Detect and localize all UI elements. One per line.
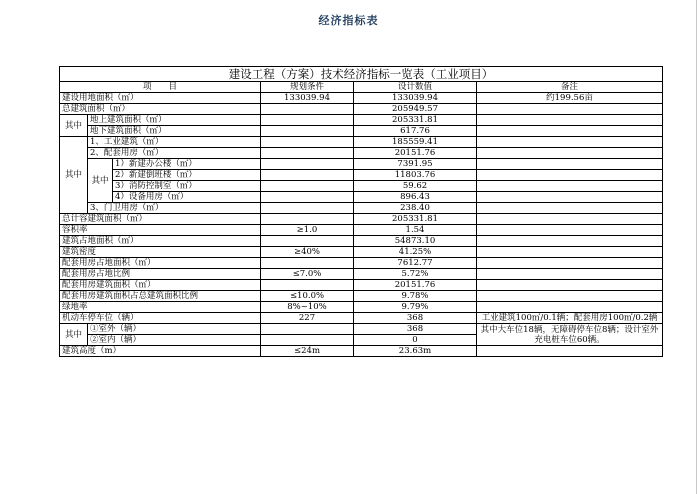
table-row (60, 192, 663, 203)
row-label: 建筑高度（m） (60, 346, 261, 357)
row-design: 9.79% (354, 302, 477, 313)
row-note: 工业建筑100㎡/0.1辆；配套用房100㎡/0.2辆 (477, 313, 663, 324)
row-note (477, 126, 663, 137)
row-plan (261, 280, 354, 291)
row-note (477, 258, 663, 269)
row-label: 配套用房建筑面积占总建筑面积比例 (60, 291, 261, 302)
header-item: 项 目 (60, 82, 261, 93)
table-row (60, 346, 663, 357)
row-plan (261, 181, 354, 192)
table-row (60, 302, 663, 313)
row-label: 4）设备用房（㎡） (113, 192, 261, 203)
row-design: 1.54 (354, 225, 477, 236)
table-row (60, 324, 663, 335)
table-row (60, 93, 663, 104)
row-label: 配套用房占地比例 (60, 269, 261, 280)
row-plan (261, 203, 354, 214)
row-label: 建筑密度 (60, 247, 261, 258)
header-plan: 规划条件 (261, 82, 354, 93)
parking-note: 其中大车位18辆，无障碍停车位8辆；设计室外充电桩车位60辆。 (477, 324, 663, 346)
table-row (60, 225, 663, 236)
table-row (60, 280, 663, 291)
row-plan: ≥1.0 (261, 225, 354, 236)
row-label: ②室内（辆） (88, 335, 261, 346)
row-design: 54873.10 (354, 236, 477, 247)
table-row (60, 291, 663, 302)
row-note (477, 225, 663, 236)
row-plan (261, 214, 354, 225)
table-row (60, 181, 663, 192)
table-row (60, 159, 663, 170)
row-design: 0 (354, 335, 477, 346)
row-label: 配套用房建筑面积（㎡） (60, 280, 261, 291)
row-design: 20151.76 (354, 148, 477, 159)
row-design: 20151.76 (354, 280, 477, 291)
table-row (60, 203, 663, 214)
table-row (60, 214, 663, 225)
row-design: 11803.76 (354, 170, 477, 181)
header-note: 备注 (477, 82, 663, 93)
row-label: 3）消防控制室（㎡） (113, 181, 261, 192)
row-note (477, 181, 663, 192)
table-row (60, 104, 663, 115)
row-label: 建设用地面积（㎡） (60, 93, 261, 104)
row-label: 容积率 (60, 225, 261, 236)
row-note: 约199.56亩 (477, 93, 663, 104)
table-row (60, 137, 663, 148)
row-plan (261, 126, 354, 137)
group-label: 其中 (60, 115, 88, 137)
row-design: 9.78% (354, 291, 477, 302)
row-plan: ≤10.0% (261, 291, 354, 302)
row-label: 2、配套用房（㎡） (88, 148, 261, 159)
row-plan (261, 236, 354, 247)
row-note (477, 247, 663, 258)
row-label: 总计容建筑面积（㎡） (60, 214, 261, 225)
group-label: 其中 (60, 137, 88, 214)
table-row (60, 115, 663, 126)
row-plan (261, 335, 354, 346)
table-row (60, 236, 663, 247)
row-label: 配套用房占地面积（㎡） (60, 258, 261, 269)
row-label: ①室外（辆） (88, 324, 261, 335)
table-row (60, 258, 663, 269)
row-plan (261, 104, 354, 115)
row-note (477, 159, 663, 170)
row-note (477, 104, 663, 115)
row-design: 368 (354, 313, 477, 324)
row-plan: ≥40% (261, 247, 354, 258)
row-label: 总建筑面积（㎡） (60, 104, 261, 115)
row-plan (261, 324, 354, 335)
row-label: 建筑占地面积（㎡） (60, 236, 261, 247)
row-design: 41.25% (354, 247, 477, 258)
row-note (477, 203, 663, 214)
header-design: 设计数值 (354, 82, 477, 93)
row-label: 1）新建办公楼（㎡） (113, 159, 261, 170)
row-label: 绿地率 (60, 302, 261, 313)
row-design: 5.72% (354, 269, 477, 280)
row-design: 7391.95 (354, 159, 477, 170)
row-plan (261, 258, 354, 269)
table-row (60, 313, 663, 324)
row-note (477, 170, 663, 181)
row-design: 205331.81 (354, 115, 477, 126)
row-note (477, 236, 663, 247)
row-plan (261, 159, 354, 170)
row-design: 185559.41 (354, 137, 477, 148)
economic-indicator-table (59, 66, 663, 357)
row-plan (261, 137, 354, 148)
table-row (60, 269, 663, 280)
subgroup-label: 其中 (88, 159, 113, 203)
row-design: 368 (354, 324, 477, 335)
group-label: 其中 (60, 324, 88, 346)
row-note (477, 148, 663, 159)
row-plan (261, 115, 354, 126)
row-design: 59.62 (354, 181, 477, 192)
row-design: 617.76 (354, 126, 477, 137)
row-label: 3、门卫用房（㎡） (88, 203, 261, 214)
row-design: 133039.94 (354, 93, 477, 104)
table-title-row (60, 67, 663, 82)
row-label: 地上建筑面积（㎡） (88, 115, 261, 126)
row-note (477, 280, 663, 291)
row-plan (261, 170, 354, 181)
row-label: 1、工业建筑（㎡） (88, 137, 261, 148)
row-note (477, 192, 663, 203)
row-label: 机动车停车位（辆） (60, 313, 261, 324)
row-plan: ≤7.0% (261, 269, 354, 280)
row-note (477, 291, 663, 302)
table-row (60, 170, 663, 181)
row-design: 205949.57 (354, 104, 477, 115)
row-plan: 227 (261, 313, 354, 324)
row-note (477, 214, 663, 225)
table-row (60, 247, 663, 258)
row-label: 地下建筑面积（㎡） (88, 126, 261, 137)
row-plan (261, 148, 354, 159)
row-label: 2）新建倒班楼（㎡） (113, 170, 261, 181)
page-title: 经济指标表 (318, 14, 379, 27)
row-design: 238.40 (354, 203, 477, 214)
row-design: 205331.81 (354, 214, 477, 225)
row-plan: 8%~10% (261, 302, 354, 313)
row-plan (261, 192, 354, 203)
row-design: 896.43 (354, 192, 477, 203)
row-note (477, 137, 663, 148)
row-plan: 133039.94 (261, 93, 354, 104)
table-row (60, 148, 663, 159)
row-note (477, 346, 663, 357)
table-row (60, 126, 663, 137)
row-design: 7612.77 (354, 258, 477, 269)
table-title: 建设工程（方案）技术经济指标一览表（工业项目） (60, 67, 663, 82)
row-note (477, 302, 663, 313)
row-note (477, 115, 663, 126)
row-note (477, 269, 663, 280)
header-row (60, 82, 663, 93)
row-plan: ≤24m (261, 346, 354, 357)
row-design: 23.63m (354, 346, 477, 357)
